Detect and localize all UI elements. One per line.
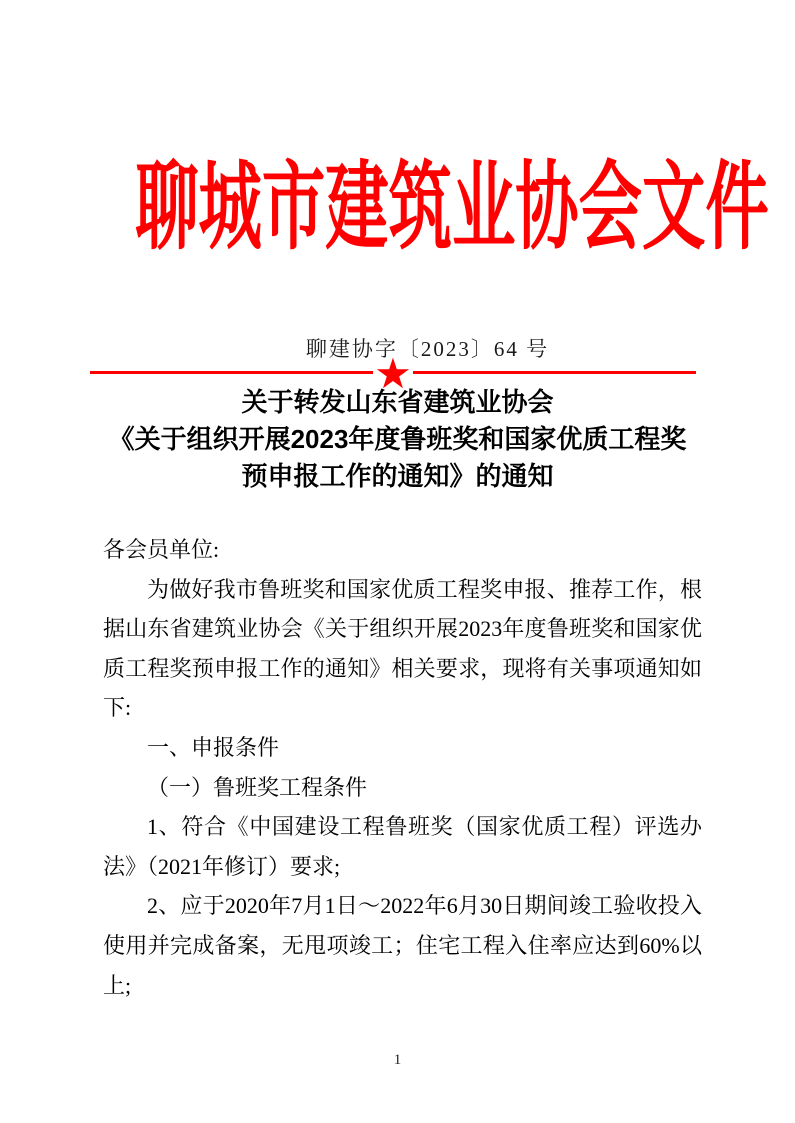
section-heading-1: 一、申报条件 bbox=[147, 734, 280, 760]
notice-title bbox=[0, 384, 795, 495]
notice-body bbox=[103, 530, 702, 1005]
page-number: 1 bbox=[393, 1052, 402, 1068]
list-item-1: 1、符合《中国建设工程鲁班奖（国家优质工程）评选办法》（2021年修订）要求; bbox=[103, 814, 702, 879]
list-item-2: 2、应于2020年7月1日～2022年6月30日期间竣工验收投入使用并完成备案，无甩项竣工；住宅工程入住率应达到60%以上; bbox=[103, 893, 702, 998]
divider-line-left bbox=[90, 371, 373, 374]
notice-title-line-3: 预申报工作的通知》的通知 bbox=[241, 461, 554, 491]
subsection-heading-1: （一）鲁班奖工程条件 bbox=[147, 774, 368, 800]
divider-line-right bbox=[413, 371, 696, 374]
paragraph-intro: 为做好我市鲁班奖和国家优质工程奖申报、推荐工作，根据山东省建筑业协会《关于组织开展2023年度鲁班奖和国家优质工程奖预申报工作的通知》相关要求，现将有关事项通知如下: bbox=[103, 576, 702, 721]
notice-title-line-1: 关于转发山东省建筑业协会 bbox=[241, 387, 554, 417]
salutation: 各会员单位: bbox=[103, 537, 220, 562]
letterhead-title: 聊城市建筑业协会文件 bbox=[135, 154, 769, 261]
notice-title-line-2: 《关于组织开展2023年度鲁班奖和国家优质工程奖 bbox=[108, 424, 687, 454]
star-icon: ★ bbox=[374, 352, 412, 398]
document-number: 聊建协字〔2023〕64 号 bbox=[305, 337, 550, 361]
